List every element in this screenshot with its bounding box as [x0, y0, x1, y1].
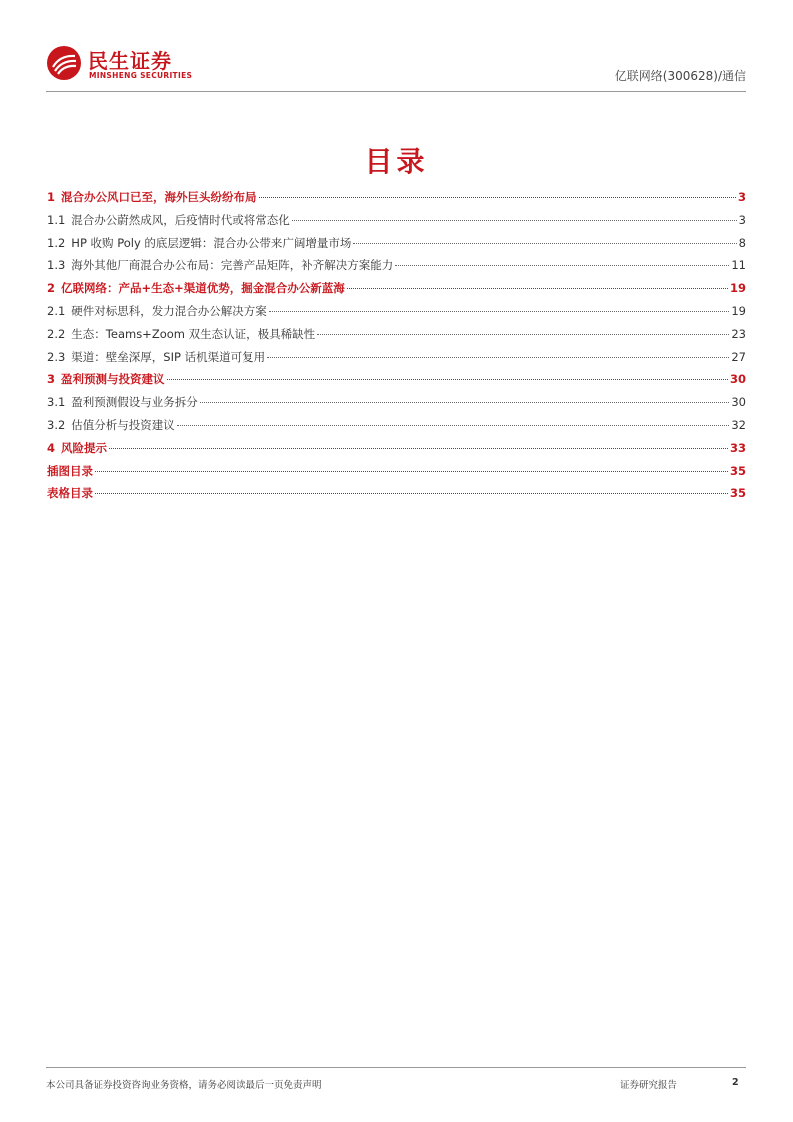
toc-entry-number: 2	[47, 281, 56, 296]
brand-name-en: MINSHENG SECURITIES	[89, 71, 193, 80]
toc-entry-title: 硬件对标思科，发力混合办公解决方案	[71, 303, 267, 318]
toc-entry-number: 1.2	[47, 235, 66, 250]
toc-entry-page: 19	[729, 281, 746, 296]
toc-entry[interactable]	[47, 280, 746, 303]
toc-entry-number: 2.3	[47, 349, 66, 364]
toc-entry-number: 1.1	[47, 212, 66, 227]
toc-entry-page: 19	[731, 303, 746, 318]
toc-entry-page: 30	[731, 395, 746, 410]
page-number: 2	[732, 1077, 739, 1088]
toc-entry-title: 盈利预测与投资建议	[61, 372, 165, 387]
toc-entry[interactable]	[47, 235, 746, 258]
toc-entry-page: 11	[731, 258, 746, 273]
toc-entry-page: 3	[737, 190, 746, 204]
toc-entry-page: 23	[731, 326, 746, 341]
toc-dot-leader	[267, 357, 729, 358]
toc-entry-title: HP 收购 Poly 的底层逻辑：混合办公带来广阔增量市场	[71, 235, 352, 250]
toc-dot-leader	[200, 402, 730, 403]
toc-entry-number: 3	[47, 372, 56, 387]
report-reference: 亿联网络(300628)/通信	[614, 69, 746, 83]
toc-dot-leader	[259, 197, 736, 198]
toc-entry-title: 渠道：壁垒深厚，SIP 话机渠道可复用	[71, 349, 266, 364]
minsheng-logo	[46, 43, 246, 87]
minsheng-logo-icon	[46, 45, 82, 81]
toc-entry[interactable]	[47, 212, 746, 235]
toc-entry-title: 盈利预测假设与业务拆分	[71, 395, 198, 410]
toc-entry-number: 2.2	[47, 326, 66, 341]
toc-entry[interactable]	[47, 189, 746, 212]
toc-entry-title: 混合办公蔚然成风，后疫情时代或将常态化	[71, 212, 290, 227]
toc-entry[interactable]	[47, 371, 746, 394]
header-divider	[46, 91, 746, 92]
toc-entry-title: 亿联网络：产品+生态+渠道优势，掘金混合办公新蓝海	[61, 281, 345, 296]
toc-entry-number: 3.1	[47, 395, 66, 410]
toc-entry-title: 表格目录	[47, 486, 93, 501]
footer-report-type: 证券研究报告	[620, 1080, 678, 1091]
toc-entry[interactable]	[47, 485, 746, 508]
toc-dot-leader	[177, 425, 730, 426]
table-of-contents	[47, 189, 746, 508]
toc-entry[interactable]	[47, 463, 746, 486]
toc-dot-leader	[353, 243, 736, 244]
toc-dot-leader	[292, 220, 737, 221]
toc-dot-leader	[95, 493, 728, 494]
toc-entry[interactable]	[47, 303, 746, 326]
toc-entry-number: 2.1	[47, 303, 66, 318]
toc-dot-leader	[347, 288, 728, 289]
toc-dot-leader	[269, 311, 730, 312]
toc-dot-leader	[317, 334, 729, 335]
toc-entry[interactable]	[47, 349, 746, 372]
toc-entry-title: 混合办公风口已至，海外巨头纷纷布局	[61, 190, 257, 204]
toc-dot-leader	[167, 379, 728, 380]
toc-dot-leader	[109, 448, 728, 449]
toc-entry-title: 海外其他厂商混合办公布局：完善产品矩阵，补齐解决方案能力	[71, 258, 394, 273]
toc-entry-number: 1.3	[47, 258, 66, 273]
footer-divider	[46, 1067, 746, 1068]
toc-entry-page: 35	[729, 486, 746, 501]
toc-dot-leader	[95, 471, 728, 472]
toc-entry-page: 33	[729, 440, 746, 455]
toc-entry-number: 4	[47, 440, 56, 455]
toc-entry-title: 风险提示	[61, 440, 108, 455]
toc-entry-title: 估值分析与投资建议	[71, 417, 175, 432]
toc-entry-title: 插图目录	[47, 463, 93, 478]
toc-entry[interactable]	[47, 326, 746, 349]
toc-entry-number: 3.2	[47, 417, 66, 432]
toc-entry[interactable]	[47, 417, 746, 440]
toc-title: 目录	[364, 145, 429, 178]
toc-entry-number: 1	[47, 190, 56, 204]
toc-entry-page: 3	[738, 212, 746, 227]
toc-entry-page: 32	[731, 417, 746, 432]
toc-entry[interactable]	[47, 440, 746, 463]
toc-entry-page: 8	[738, 235, 746, 250]
page-header	[46, 43, 746, 91]
toc-entry-page: 30	[729, 372, 746, 387]
toc-dot-leader	[395, 265, 729, 266]
brand-name-cn: 民生证券	[88, 49, 172, 73]
toc-entry[interactable]	[47, 394, 746, 417]
toc-entry[interactable]	[47, 257, 746, 280]
toc-entry-page: 35	[729, 463, 746, 478]
toc-entry-title: 生态：Teams+Zoom 双生态认证，极具稀缺性	[71, 326, 316, 341]
toc-entry-page: 27	[731, 349, 746, 364]
footer-disclaimer: 本公司具备证券投资咨询业务资格，请务必阅读最后一页免责声明	[46, 1080, 322, 1091]
